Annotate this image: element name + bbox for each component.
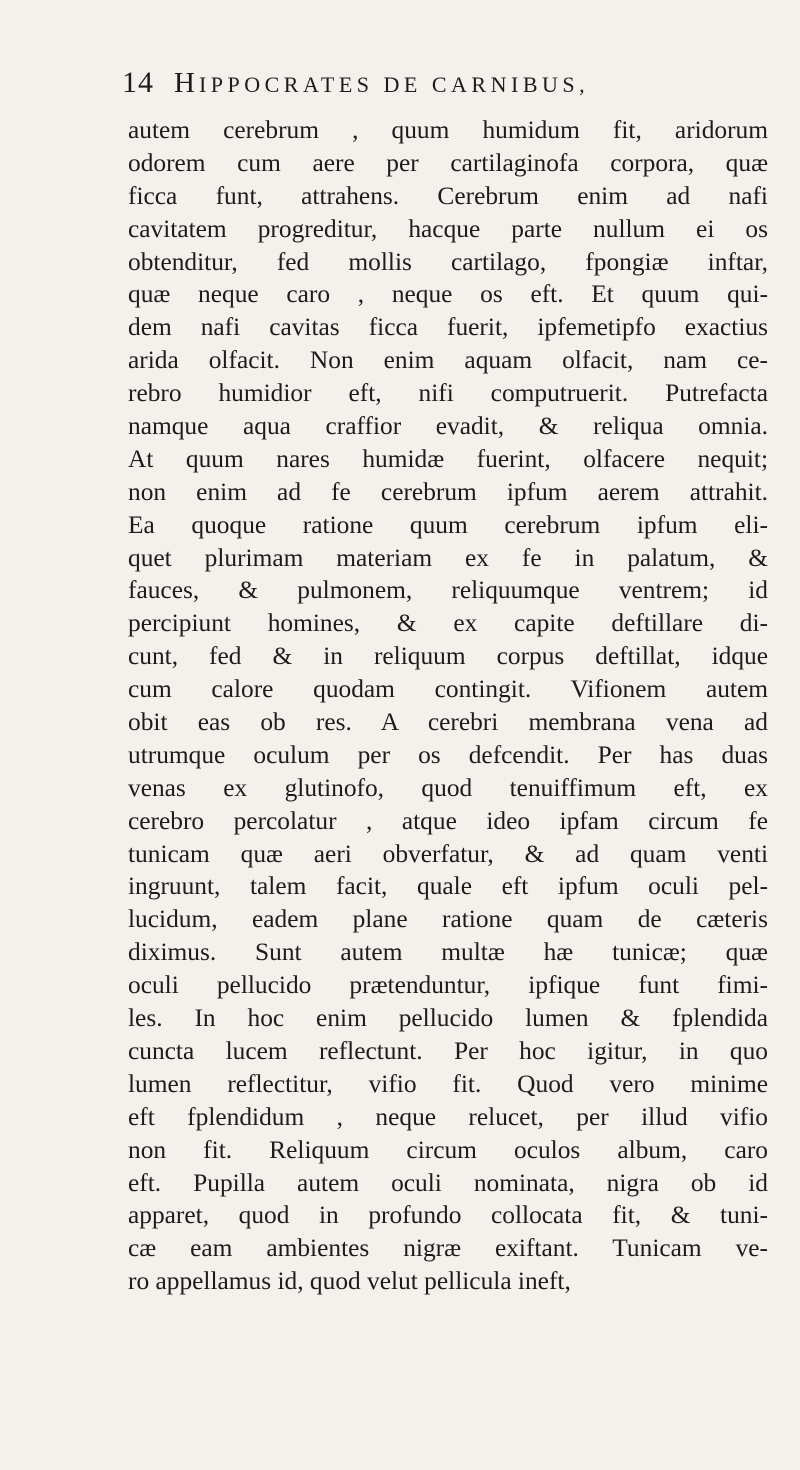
running-title xyxy=(174,67,589,100)
text-line: non enim ad fe cerebrum ipfum aerem attrahit. xyxy=(128,477,768,506)
text-line: autem cerebrum , quum humidum fit, aridorum xyxy=(128,116,768,144)
text-line: lumen reflectitur, vifio fit. Quod vero minime xyxy=(128,1069,768,1098)
text-line: tunicam quæ aeri obverfatur, & ad quam venti xyxy=(128,839,768,868)
text-line: At quum nares humidæ fuerint, olfacere nequit; xyxy=(128,444,768,473)
text-line: venas ex glutinofo, quod tenuiffimum eft, ex xyxy=(128,773,768,802)
text-line: cavitatem progreditur, hacque parte nullum ei os xyxy=(128,214,768,243)
text-line: arida olfacit. Non enim aquam olfacit, nam ce- xyxy=(128,346,768,375)
text-line: percipiunt homines, & ex capite deftillare di- xyxy=(128,609,768,638)
text-line: cuncta lucem reflectunt. Per hoc igitur, in quo xyxy=(128,1036,768,1065)
running-head xyxy=(122,66,722,106)
text-line: namque aqua craffior evadit, & reliqua omnia. xyxy=(128,412,768,441)
text-line: ingruunt, talem facit, quale eft ipfum oculi pel- xyxy=(128,872,768,901)
text-line: ro appellamus id, quod velut pellicula ineft, xyxy=(128,1267,571,1296)
text-line: ficca funt, attrahens. Cerebrum enim ad nafi xyxy=(128,181,768,210)
text-line: utrumque oculum per os defcendit. Per has duas xyxy=(128,740,768,769)
text-line: obtenditur, fed mollis cartilago, fpongiæ inftar, xyxy=(128,247,768,276)
body-text xyxy=(128,114,768,1298)
text-line: quet plurimam materiam ex fe in palatum, & xyxy=(128,543,768,572)
text-line: dem nafi cavitas ficca fuerit, ipfemetipfo exactius xyxy=(128,313,768,342)
text-line: Ea quoque ratione quum cerebrum ipfum eli- xyxy=(128,510,768,539)
text-line: lucidum, eadem plane ratione quam de cæteris xyxy=(128,905,768,934)
page-number: 14 xyxy=(122,66,154,99)
running-title-rest: IPPOCRATES DE CARNIBUS, xyxy=(198,72,590,97)
text-line: diximus. Sunt autem multæ hæ tunicæ; quæ xyxy=(128,938,768,967)
text-line: non fit. Reliquum circum oculos album, caro xyxy=(128,1135,768,1164)
text-line: oculi pellucido prætenduntur, ipfique funt fimi- xyxy=(128,971,768,1000)
text-line: rebro humidior eft, nifi computruerit. Putrefacta xyxy=(128,379,768,408)
text-line: cæ eam ambientes nigræ exiftant. Tunicam ve- xyxy=(128,1234,768,1263)
text-line: apparet, quod in profundo collocata fit, & tuni- xyxy=(128,1201,768,1230)
text-line: les. In hoc enim pellucido lumen & fplendida xyxy=(128,1004,768,1033)
running-title-initial: H xyxy=(174,67,199,99)
text-line: eft fplendidum , neque relucet, per illud vifio xyxy=(128,1102,768,1131)
text-line: cum calore quodam contingit. Vifionem autem xyxy=(128,675,768,704)
text-line: cerebro percolatur , atque ideo ipfam circum fe xyxy=(128,806,768,835)
text-line: obit eas ob res. A cerebri membrana vena ad xyxy=(128,708,768,737)
text-line: odorem cum aere per cartilaginofa corpora, quæ xyxy=(128,148,768,177)
text-line: fauces, & pulmonem, reliquumque ventrem; id xyxy=(128,576,768,605)
text-line: quæ neque caro , neque os eft. Et quum qui- xyxy=(128,280,768,309)
text-line: eft. Pupilla autem oculi nominata, nigra ob id xyxy=(128,1168,768,1197)
text-line: cunt, fed & in reliquum corpus deftillat, idque xyxy=(128,642,768,671)
